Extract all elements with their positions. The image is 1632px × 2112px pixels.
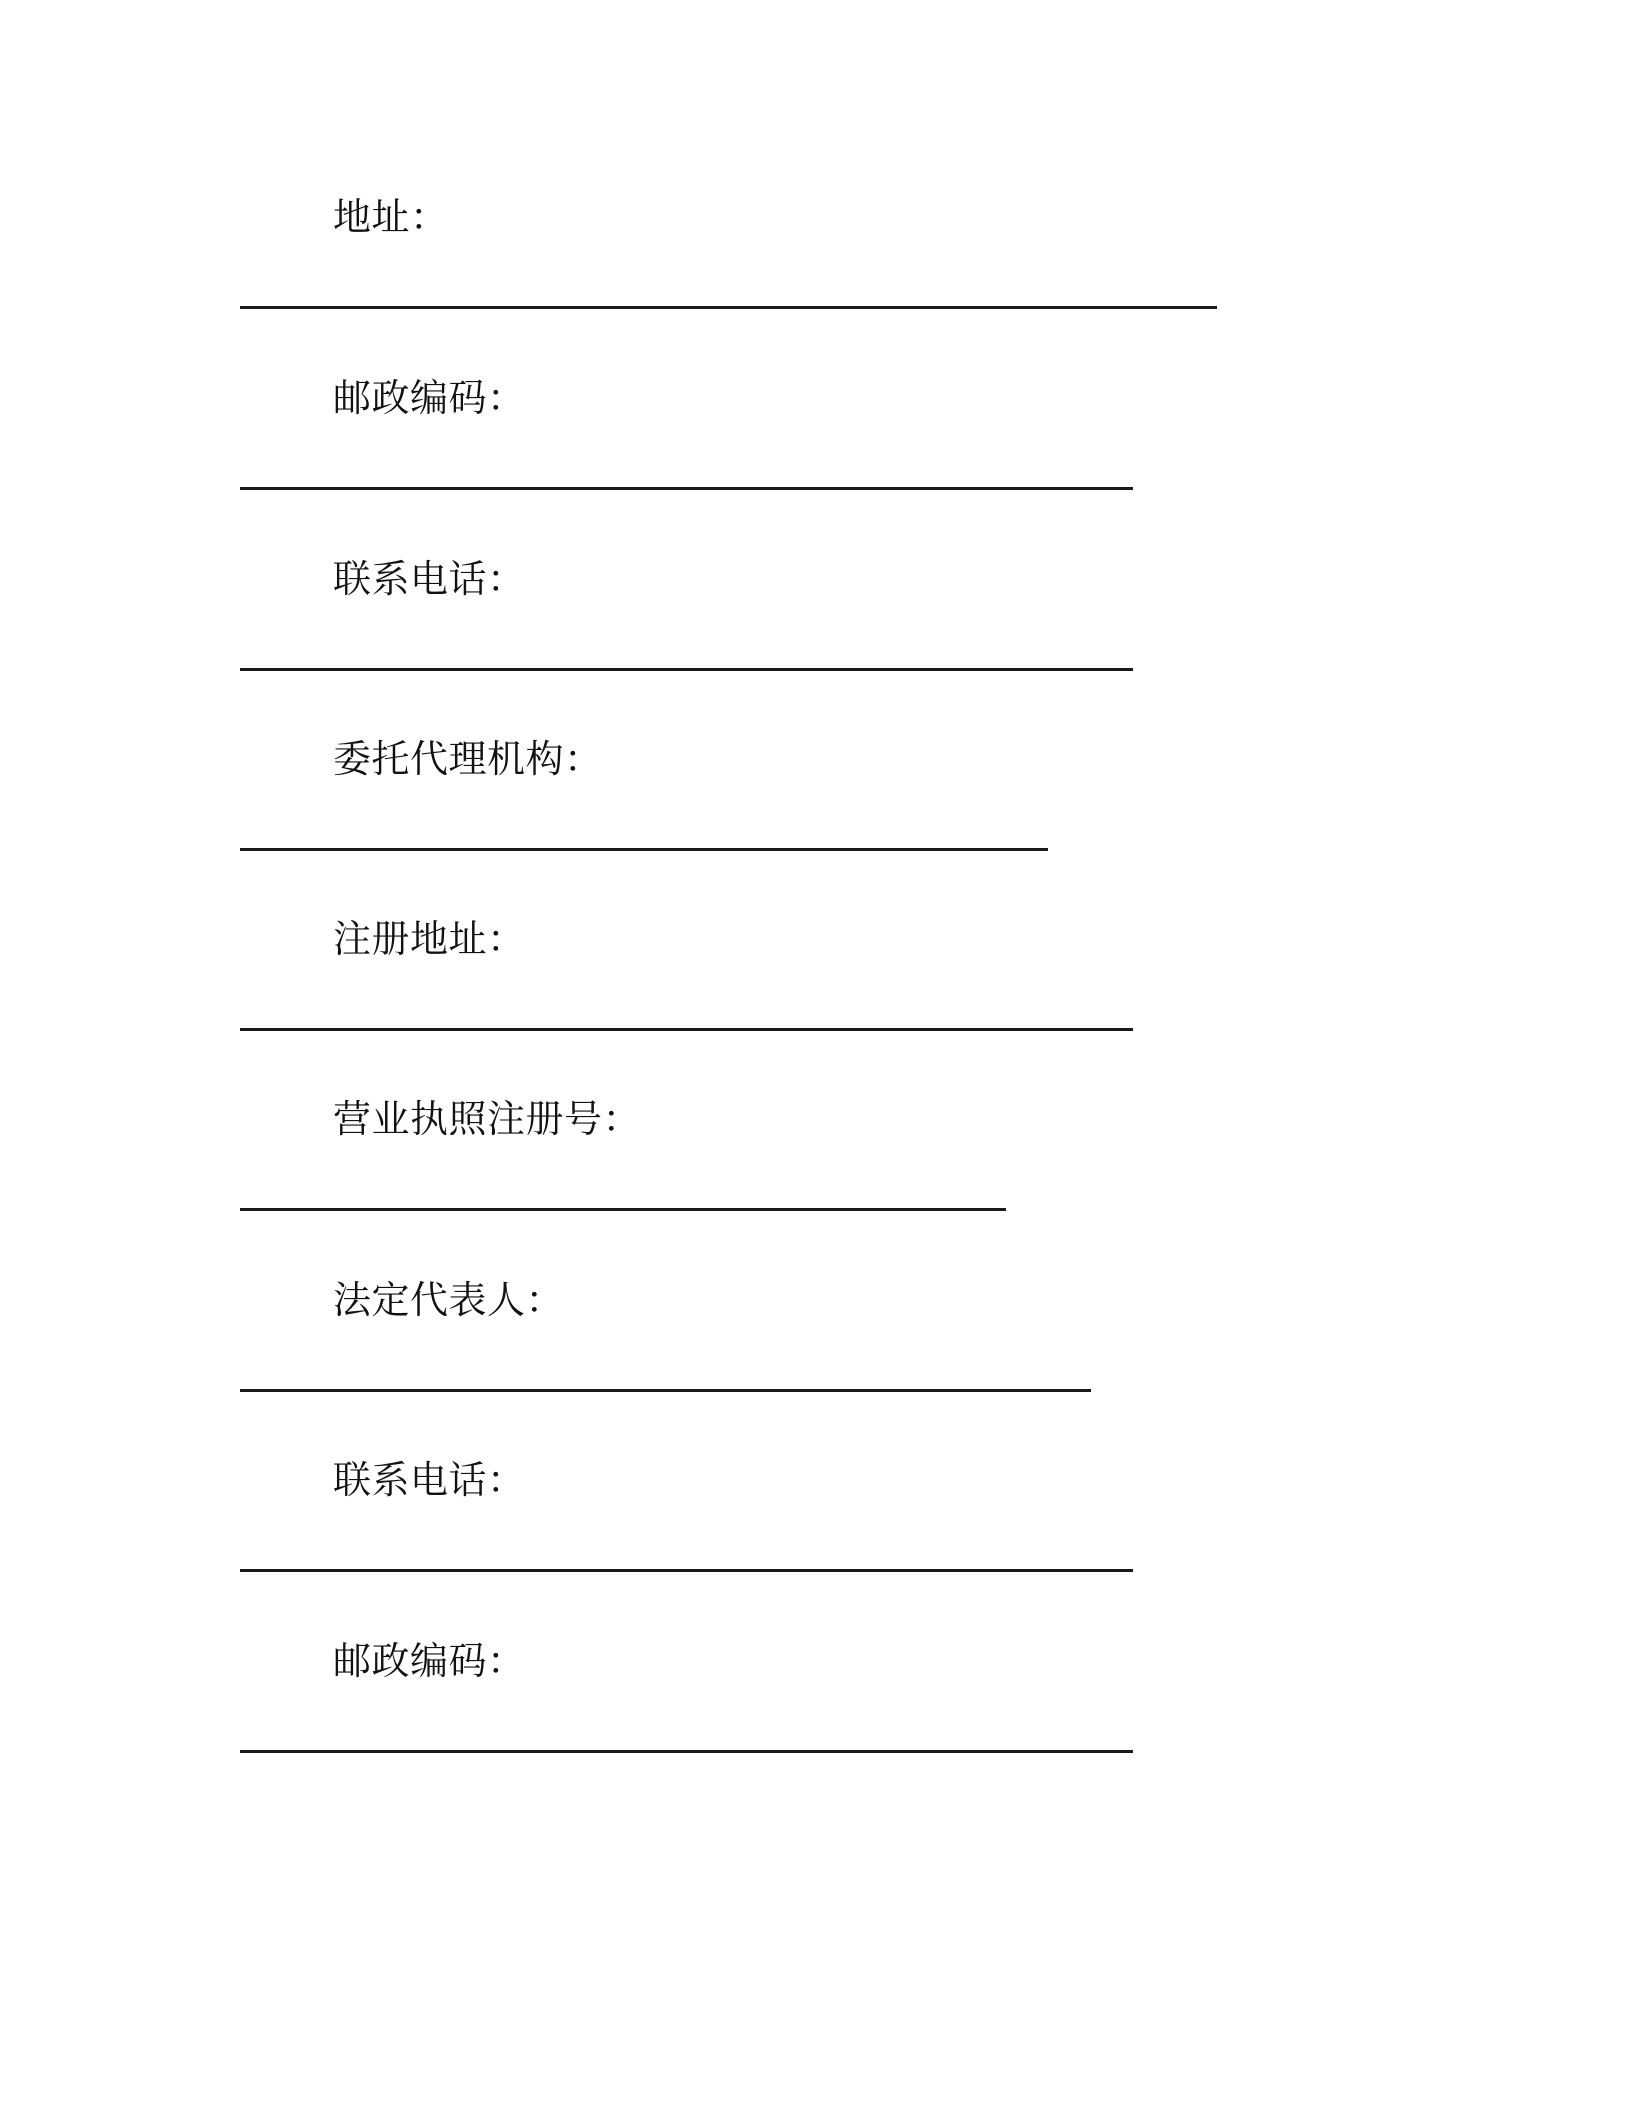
address-label: 地址：: [333, 195, 449, 239]
registered-address-blank-line[interactable]: [240, 1028, 1133, 1031]
legal-representative-label: 法定代表人：: [333, 1278, 565, 1322]
license-number-label: 营业执照注册号：: [333, 1097, 642, 1141]
agency-phone-blank-line[interactable]: [240, 1569, 1133, 1572]
address-blank-line[interactable]: [240, 306, 1217, 309]
postal-code-blank-line[interactable]: [240, 487, 1133, 490]
agency-label: 委托代理机构：: [333, 737, 603, 781]
legal-representative-blank-line[interactable]: [240, 1389, 1091, 1392]
license-number-blank-line[interactable]: [240, 1208, 1006, 1211]
agency-blank-line[interactable]: [240, 848, 1048, 851]
phone-label: 联系电话：: [333, 557, 526, 601]
registered-address-label: 注册地址：: [333, 917, 526, 961]
phone-blank-line[interactable]: [240, 668, 1133, 671]
agency-postal-code-label: 邮政编码：: [333, 1639, 526, 1683]
agency-postal-code-blank-line[interactable]: [240, 1750, 1133, 1753]
agency-phone-label: 联系电话：: [333, 1458, 526, 1502]
postal-code-label: 邮政编码：: [333, 376, 526, 420]
